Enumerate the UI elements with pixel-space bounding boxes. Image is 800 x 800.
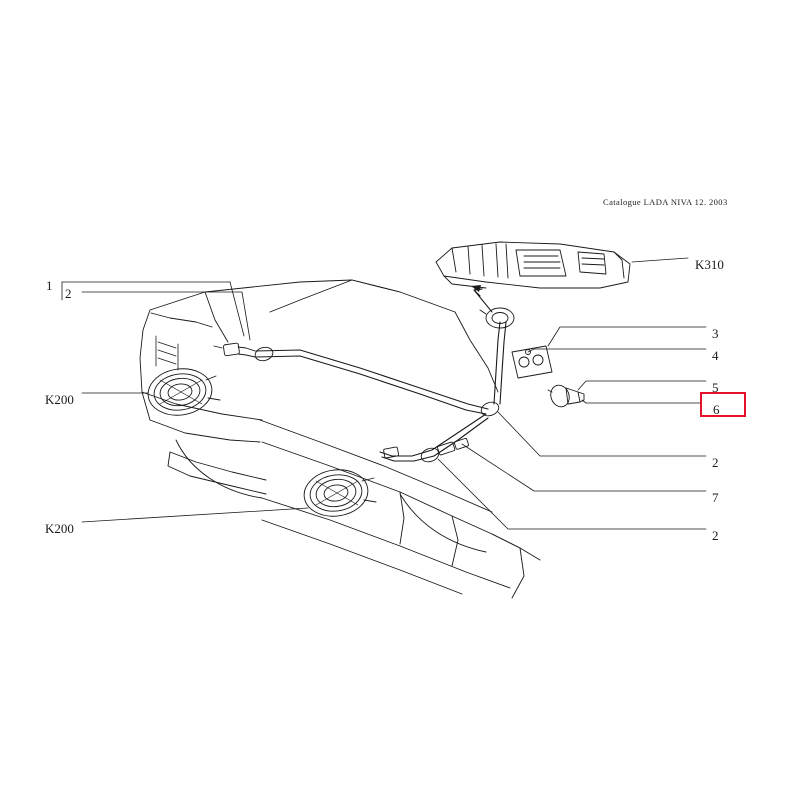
callout-5: 5	[712, 380, 719, 395]
callout-4: 4	[712, 348, 719, 363]
catalogue-note: Catalogue LADA NIVA 12. 2003	[603, 197, 728, 207]
grommet-connector-centre	[479, 400, 500, 418]
callout-k200-lower: K200	[45, 521, 74, 536]
wiring-harness-cable	[256, 322, 506, 461]
bulb-socket-part	[548, 383, 584, 410]
callout-3: 3	[712, 326, 719, 341]
grille-louvers	[156, 336, 178, 370]
column-connector	[480, 308, 514, 328]
callout-k200-upper: K200	[45, 392, 74, 407]
switch-connector-block	[512, 346, 552, 378]
vehicle-body-outline	[140, 280, 540, 598]
callout-k310: K310	[695, 257, 724, 272]
leader-lines	[62, 258, 706, 529]
callout-2-upper: 2	[65, 286, 72, 301]
grommet-connector-lower	[383, 438, 468, 464]
selected-part-highlight[interactable]	[700, 392, 746, 417]
dashboard-assembly	[436, 242, 630, 288]
callout-2-centre: 2	[712, 455, 719, 470]
headlamp-lower	[301, 466, 376, 520]
callout-1: 1	[46, 278, 53, 293]
callout-2-lower: 2	[712, 528, 719, 543]
callout-7: 7	[712, 490, 719, 505]
grommet-connector-upper	[214, 343, 274, 363]
callout-6: 6	[713, 402, 720, 417]
assembly-arrow	[471, 285, 492, 312]
